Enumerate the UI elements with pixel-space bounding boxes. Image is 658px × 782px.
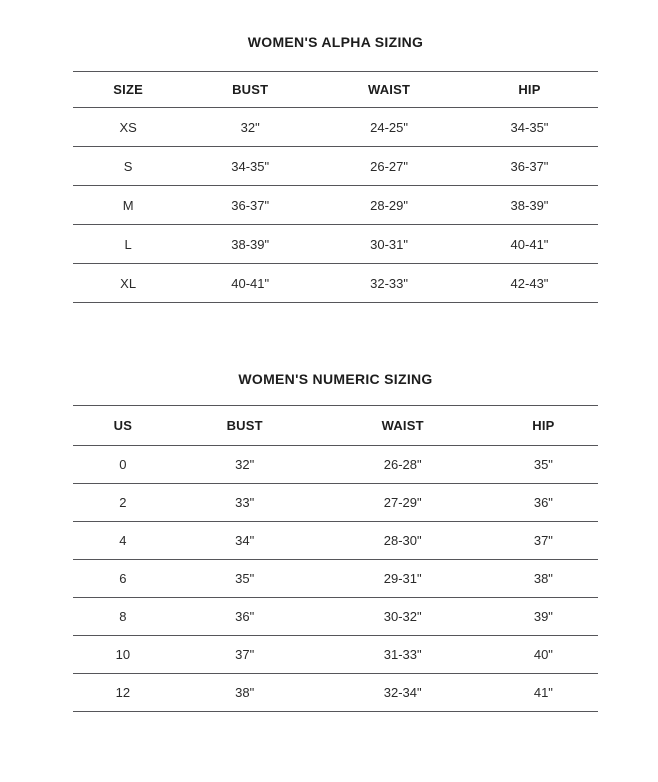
numeric-sizing-section: [73, 372, 598, 712]
table-row: [73, 560, 598, 598]
table-row: [73, 636, 598, 674]
table-row: [73, 674, 598, 712]
column-header-waist: WAIST: [317, 406, 489, 446]
alpha-sizing-table: [73, 71, 598, 303]
hip-cell: 41": [489, 674, 598, 712]
us-cell: 4: [73, 522, 173, 560]
hip-cell: 36": [489, 484, 598, 522]
table-row: [73, 186, 598, 225]
hip-cell: 42-43": [461, 264, 598, 303]
waist-cell: 24-25": [317, 108, 461, 147]
bust-cell: 36": [173, 598, 317, 636]
bust-cell: 34": [173, 522, 317, 560]
table-row: [73, 598, 598, 636]
column-header-hip: HIP: [489, 406, 598, 446]
hip-cell: 34-35": [461, 108, 598, 147]
hip-cell: 40": [489, 636, 598, 674]
numeric-sizing-title: WOMEN'S NUMERIC SIZING: [238, 371, 433, 387]
waist-cell: 28-29": [317, 186, 461, 225]
alpha-sizing-title: WOMEN'S ALPHA SIZING: [247, 34, 424, 50]
table-header-row: [73, 406, 598, 446]
column-header-hip: HIP: [461, 72, 598, 108]
column-header-us: US: [73, 406, 173, 446]
bust-cell: 32": [183, 108, 317, 147]
waist-cell: 27-29": [317, 484, 489, 522]
us-cell: 8: [73, 598, 173, 636]
waist-cell: 30-31": [317, 225, 461, 264]
waist-cell: 26-28": [317, 446, 489, 484]
waist-cell: 30-32": [317, 598, 489, 636]
table-row: [73, 264, 598, 303]
hip-cell: 36-37": [461, 147, 598, 186]
table-row: [73, 225, 598, 264]
waist-cell: 32-33": [317, 264, 461, 303]
size-cell: S: [73, 147, 183, 186]
bust-cell: 38": [173, 674, 317, 712]
size-cell: XL: [73, 264, 183, 303]
alpha-sizing-section: [73, 35, 598, 303]
hip-cell: 40-41": [461, 225, 598, 264]
bust-cell: 40-41": [183, 264, 317, 303]
bust-cell: 34-35": [183, 147, 317, 186]
table-row: [73, 522, 598, 560]
table-header-row: [73, 72, 598, 108]
bust-cell: 33": [173, 484, 317, 522]
numeric-sizing-table: [73, 405, 598, 712]
table-row: [73, 446, 598, 484]
waist-cell: 31-33": [317, 636, 489, 674]
hip-cell: 37": [489, 522, 598, 560]
waist-cell: 29-31": [317, 560, 489, 598]
waist-cell: 26-27": [317, 147, 461, 186]
bust-cell: 36-37": [183, 186, 317, 225]
hip-cell: 35": [489, 446, 598, 484]
size-cell: L: [73, 225, 183, 264]
hip-cell: 38": [489, 560, 598, 598]
hip-cell: 38-39": [461, 186, 598, 225]
us-cell: 6: [73, 560, 173, 598]
size-cell: M: [73, 186, 183, 225]
hip-cell: 39": [489, 598, 598, 636]
column-header-size: SIZE: [73, 72, 183, 108]
us-cell: 12: [73, 674, 173, 712]
us-cell: 0: [73, 446, 173, 484]
us-cell: 2: [73, 484, 173, 522]
waist-cell: 28-30": [317, 522, 489, 560]
table-row: [73, 147, 598, 186]
column-header-waist: WAIST: [317, 72, 461, 108]
bust-cell: 38-39": [183, 225, 317, 264]
column-header-bust: BUST: [173, 406, 317, 446]
size-cell: XS: [73, 108, 183, 147]
column-header-bust: BUST: [183, 72, 317, 108]
us-cell: 10: [73, 636, 173, 674]
size-guide-page: [73, 35, 598, 712]
bust-cell: 35": [173, 560, 317, 598]
table-row: [73, 484, 598, 522]
table-row: [73, 108, 598, 147]
waist-cell: 32-34": [317, 674, 489, 712]
bust-cell: 32": [173, 446, 317, 484]
bust-cell: 37": [173, 636, 317, 674]
